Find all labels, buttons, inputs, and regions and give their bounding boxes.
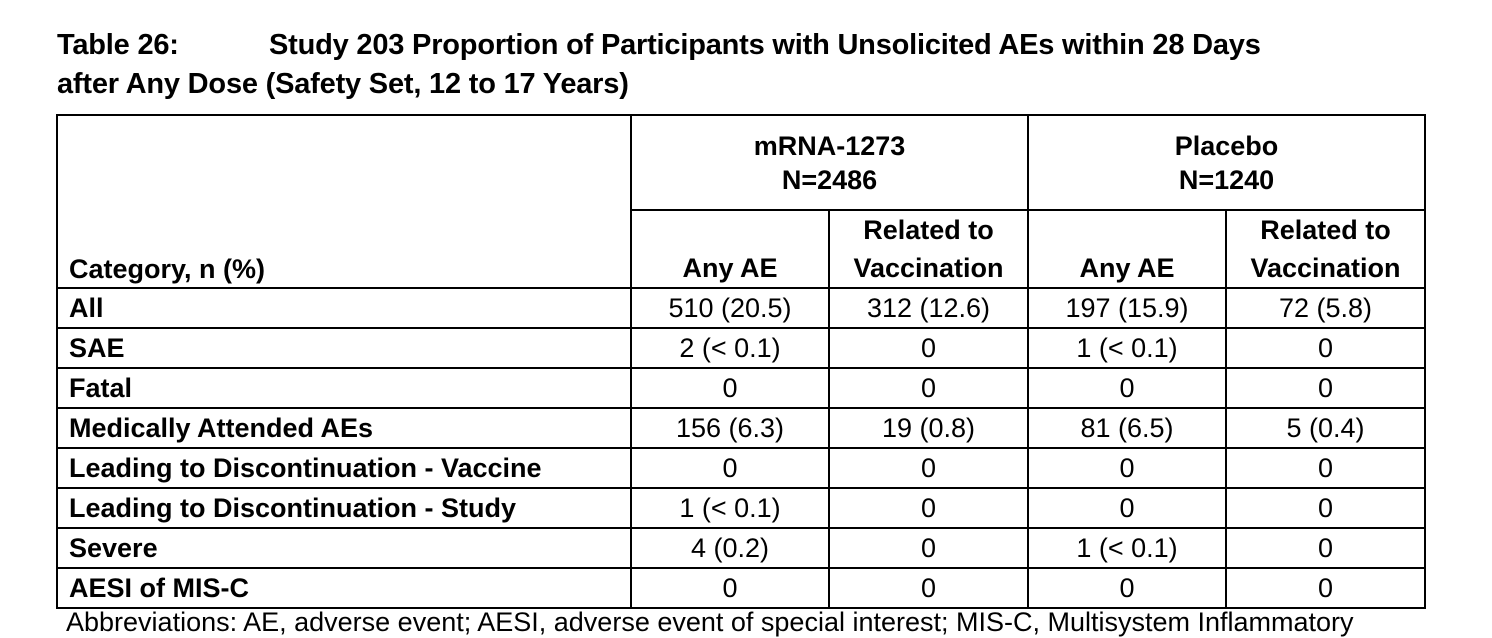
row-category: All xyxy=(57,288,631,328)
subheader-text: Related to xyxy=(863,215,994,245)
row-category: Leading to Discontinuation - Vaccine xyxy=(57,448,631,488)
cell-value: 0 xyxy=(1226,568,1425,608)
cell-value: 0 xyxy=(829,368,1028,408)
table-row xyxy=(57,408,1425,448)
table-row xyxy=(57,488,1425,528)
cell-value: 4 (0.2) xyxy=(631,528,829,568)
table-row xyxy=(57,368,1425,408)
cell-value: 5 (0.4) xyxy=(1226,408,1425,448)
cell-value: 72 (5.8) xyxy=(1226,288,1425,328)
cell-value: 0 xyxy=(829,568,1028,608)
subheader-text: Related to xyxy=(1260,215,1391,245)
subheader-related-to-vaccination xyxy=(829,210,1028,288)
cell-value: 0 xyxy=(1226,528,1425,568)
group-name: mRNA-1273 xyxy=(753,130,906,161)
cell-value: 0 xyxy=(829,328,1028,368)
row-category: Leading to Discontinuation - Study xyxy=(57,488,631,528)
cell-value: 81 (6.5) xyxy=(1028,408,1226,448)
table-row xyxy=(57,448,1425,488)
subheader-any-ae: Any AE xyxy=(631,210,829,288)
group-header-mrna-1273 xyxy=(631,115,1028,210)
group-name: Placebo xyxy=(1174,130,1279,161)
cell-value: 197 (15.9) xyxy=(1028,288,1226,328)
table-caption xyxy=(57,26,1457,104)
row-category: SAE xyxy=(57,328,631,368)
cell-value: 1 (< 0.1) xyxy=(1028,328,1226,368)
cell-value: 0 xyxy=(631,568,829,608)
table-row xyxy=(57,528,1425,568)
cell-value: 0 xyxy=(631,368,829,408)
cell-value: 2 (< 0.1) xyxy=(631,328,829,368)
cell-value: 0 xyxy=(1028,568,1226,608)
table-title-part-1: Study 203 Proportion of Participants with Unsolicited AEs within 28 Days xyxy=(269,29,1261,61)
group-n: N=1240 xyxy=(1178,164,1275,195)
subheader-text: Vaccination xyxy=(853,253,1004,283)
table-row xyxy=(57,328,1425,368)
row-category: Fatal xyxy=(57,368,631,408)
row-category: Medically Attended AEs xyxy=(57,408,631,448)
cell-value: 0 xyxy=(631,448,829,488)
caption-line-1 xyxy=(57,26,1457,65)
group-header-placebo xyxy=(1028,115,1425,210)
table-title-part-2: after Any Dose (Safety Set, 12 to 17 Years) xyxy=(57,68,629,100)
group-header-row xyxy=(57,115,1425,210)
cell-value: 0 xyxy=(1226,488,1425,528)
cell-value: 156 (6.3) xyxy=(631,408,829,448)
table-row xyxy=(57,568,1425,608)
row-category: Severe xyxy=(57,528,631,568)
category-header: Category, n (%) xyxy=(57,115,631,288)
adverse-events-table xyxy=(56,114,1426,609)
table-footnote: Abbreviations: AE, adverse event; AESI, adverse event of special interest; MIS-C, Multisystem Inflammatory xyxy=(66,607,1354,637)
cell-value: 0 xyxy=(1028,448,1226,488)
subheader-related-to-vaccination xyxy=(1226,210,1425,288)
row-category: AESI of MIS-C xyxy=(57,568,631,608)
cell-value: 1 (< 0.1) xyxy=(631,488,829,528)
cell-value: 0 xyxy=(829,488,1028,528)
cell-value: 0 xyxy=(829,448,1028,488)
cell-value: 0 xyxy=(829,528,1028,568)
subheader-any-ae: Any AE xyxy=(1028,210,1226,288)
cell-value: 312 (12.6) xyxy=(829,288,1028,328)
cell-value: 0 xyxy=(1226,368,1425,408)
subheader-text: Vaccination xyxy=(1250,253,1401,283)
cell-value: 0 xyxy=(1028,368,1226,408)
cell-value: 0 xyxy=(1226,448,1425,488)
group-n: N=2486 xyxy=(781,164,878,195)
cell-value: 0 xyxy=(1028,488,1226,528)
table-row xyxy=(57,288,1425,328)
table-number: Table 26: xyxy=(57,29,179,61)
cell-value: 0 xyxy=(1226,328,1425,368)
cell-value: 19 (0.8) xyxy=(829,408,1028,448)
cell-value: 1 (< 0.1) xyxy=(1028,528,1226,568)
cell-value: 510 (20.5) xyxy=(631,288,829,328)
